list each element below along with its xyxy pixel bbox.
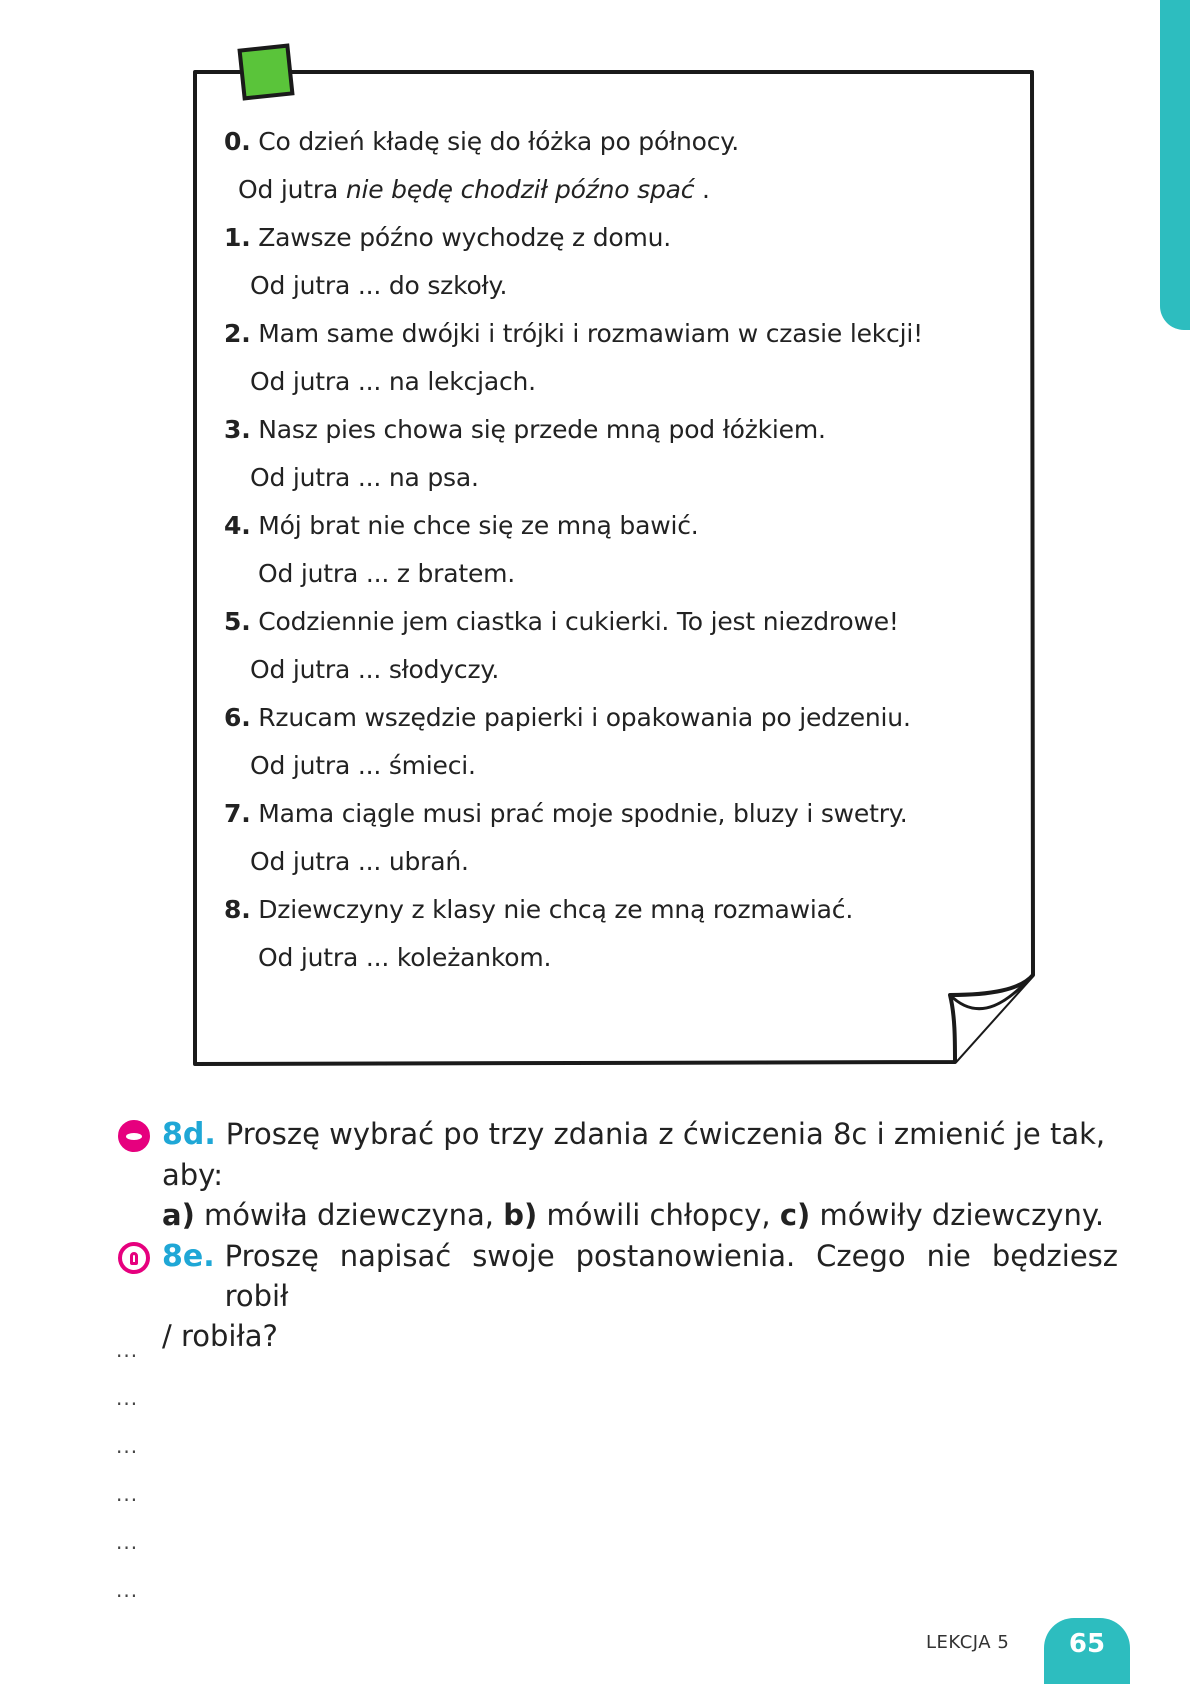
sentence-3: 3. Nasz pies chowa się przede mną pod łóżkiem. (224, 415, 826, 444)
answer-line-1[interactable]: ... (116, 1338, 139, 1362)
answer-line-3[interactable]: ... (116, 1434, 139, 1458)
side-tab (1160, 0, 1190, 330)
page-number: 65 (1044, 1618, 1130, 1684)
sentence-0-example: Od jutra nie będę chodził późno spać . (238, 175, 710, 204)
sentence-8: 8. Dziewczyny z klasy nie chcą ze mną rozmawiać. (224, 895, 854, 924)
sentence-4-prompt: Od jutra ... z bratem. (258, 559, 516, 588)
answer-line-4[interactable]: ... (116, 1482, 139, 1506)
exercise-8e-label: 8e. (162, 1239, 215, 1274)
writing-hand-icon (118, 1242, 150, 1274)
lesson-label: LEKCJA 5 (926, 1632, 1010, 1653)
answer-line-2[interactable]: ... (116, 1386, 139, 1410)
exercise-8d-instruction: Proszę wybrać po trzy zdania z ćwiczenia 8c i zmienić je tak, aby: (162, 1117, 1106, 1192)
sentence-0: 0. Co dzień kładę się do łóżka po północy. (224, 127, 740, 156)
sentence-8-prompt: Od jutra ... koleżankom. (258, 943, 552, 972)
exercise-8e-instruction: Proszę napisać swoje postanowienia. Czego nie będziesz robił (224, 1239, 1118, 1313)
sentence-7-prompt: Od jutra ... ubrań. (250, 847, 469, 876)
sentence-1: 1. Zawsze późno wychodzę z domu. (224, 223, 672, 252)
sentence-5-prompt: Od jutra ... słodyczy. (250, 655, 500, 684)
sentence-list (224, 118, 1004, 982)
sentence-1-prompt: Od jutra ... do szkoły. (250, 271, 508, 300)
exercise-8d-label: 8d. (162, 1117, 216, 1152)
exercise-8d (118, 1114, 1118, 1235)
sentence-6-prompt: Od jutra ... śmieci. (250, 751, 476, 780)
exercise-8e-instruction-cont: / robiła? (162, 1319, 278, 1353)
answer-line-6[interactable]: ... (116, 1578, 139, 1602)
speaking-lips-icon (118, 1120, 150, 1152)
sentence-2: 2. Mam same dwójki i trójki i rozmawiam w czasie lekcji! (224, 319, 923, 348)
exercise-8e (118, 1236, 1118, 1356)
sentence-2-prompt: Od jutra ... na lekcjach. (250, 367, 536, 396)
note-card (190, 40, 1040, 1070)
exercise-8d-options: a) mówiła dziewczyna, b) mówili chłopcy, c) mówiły dziewczyny. (162, 1198, 1105, 1232)
sentence-7: 7. Mama ciągle musi prać moje spodnie, bluzy i swetry. (224, 799, 908, 828)
answer-line-5[interactable]: ... (116, 1530, 139, 1554)
sentence-3-prompt: Od jutra ... na psa. (250, 463, 479, 492)
sentence-4: 4. Mój brat nie chce się ze mną bawić. (224, 511, 699, 540)
sentence-5: 5. Codziennie jem ciastka i cukierki. To jest niezdrowe! (224, 607, 899, 636)
green-sticky-icon (240, 46, 293, 99)
sentence-6: 6. Rzucam wszędzie papierki i opakowania po jedzeniu. (224, 703, 911, 732)
